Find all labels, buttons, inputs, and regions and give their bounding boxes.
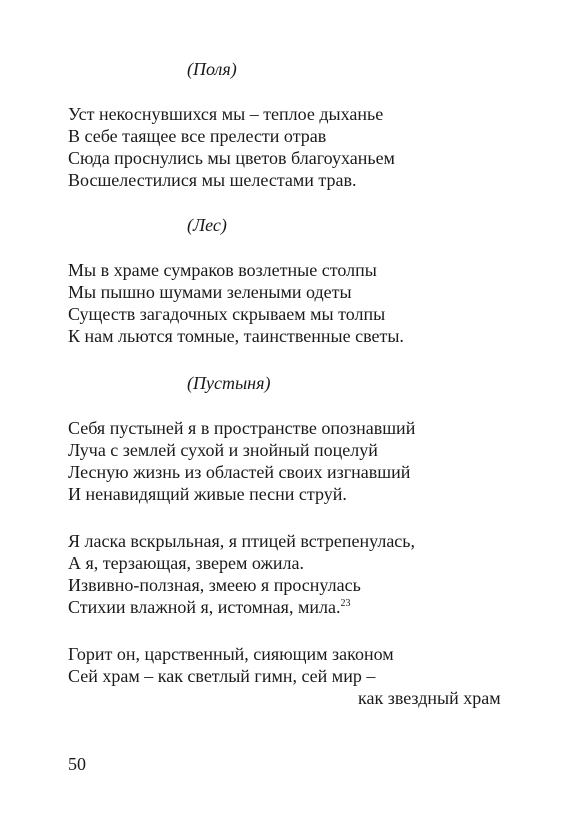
section-heading-forest: (Лес) [187,215,227,235]
verse-line [68,596,415,618]
verse-line: Луча с землей сухой и знойный поцелуй [68,440,378,460]
verse-line: Существ загадочных скрываем мы толпы [68,304,386,324]
verse-line: В себе таящее все прелести отрав [68,126,327,146]
verse-line: А я, терзающая, зверем ожила. [68,553,304,573]
verse-line: Горит он, царственный, сияющим законом [68,644,394,664]
verse-line: Восшелестилися мы шелестами трав. [68,170,357,190]
verse-line: Извивно-ползная, змеею я проснулась [68,575,361,595]
verse-line: Лесную жизнь из областей своих изгнавший [68,462,411,482]
verse-line: Сей храм – как светлый гимн, сей мир – [68,666,376,686]
stanza-fields [68,103,395,191]
verse-line: И ненавидящий живые песни струй. [68,484,347,504]
footnote-marker: 23 [340,598,351,609]
verse-line: Сюда проснулись мы цветов благоуханьем [68,148,395,168]
verse-line: Уст некоснувшихся мы – теплое дыханье [68,104,384,124]
section-heading-desert: (Пустыня) [187,373,271,393]
verse-line: Я ласка вскрыльная, я птицей встрепенулась, [68,531,416,551]
stanza-creatures [68,530,415,618]
verse-line-text: Стихии влажной я, истомная, мила. [68,597,341,617]
verse-line: К нам льются томные, таинственные светы. [68,326,404,346]
section-heading-fields: (Поля) [187,59,237,79]
verse-line: Себя пустыней я в пространстве опознавший [68,418,416,438]
stanza-temple [68,643,501,709]
verse-line-continuation: как звездный храм [358,688,501,708]
stanza-forest [68,259,404,347]
verse-line: Мы пышно шумами зелеными одеты [68,282,352,302]
verse-line: Мы в храме сумраков возлетные столпы [68,260,377,280]
stanza-desert [68,417,415,505]
page-number: 50 [68,754,86,774]
